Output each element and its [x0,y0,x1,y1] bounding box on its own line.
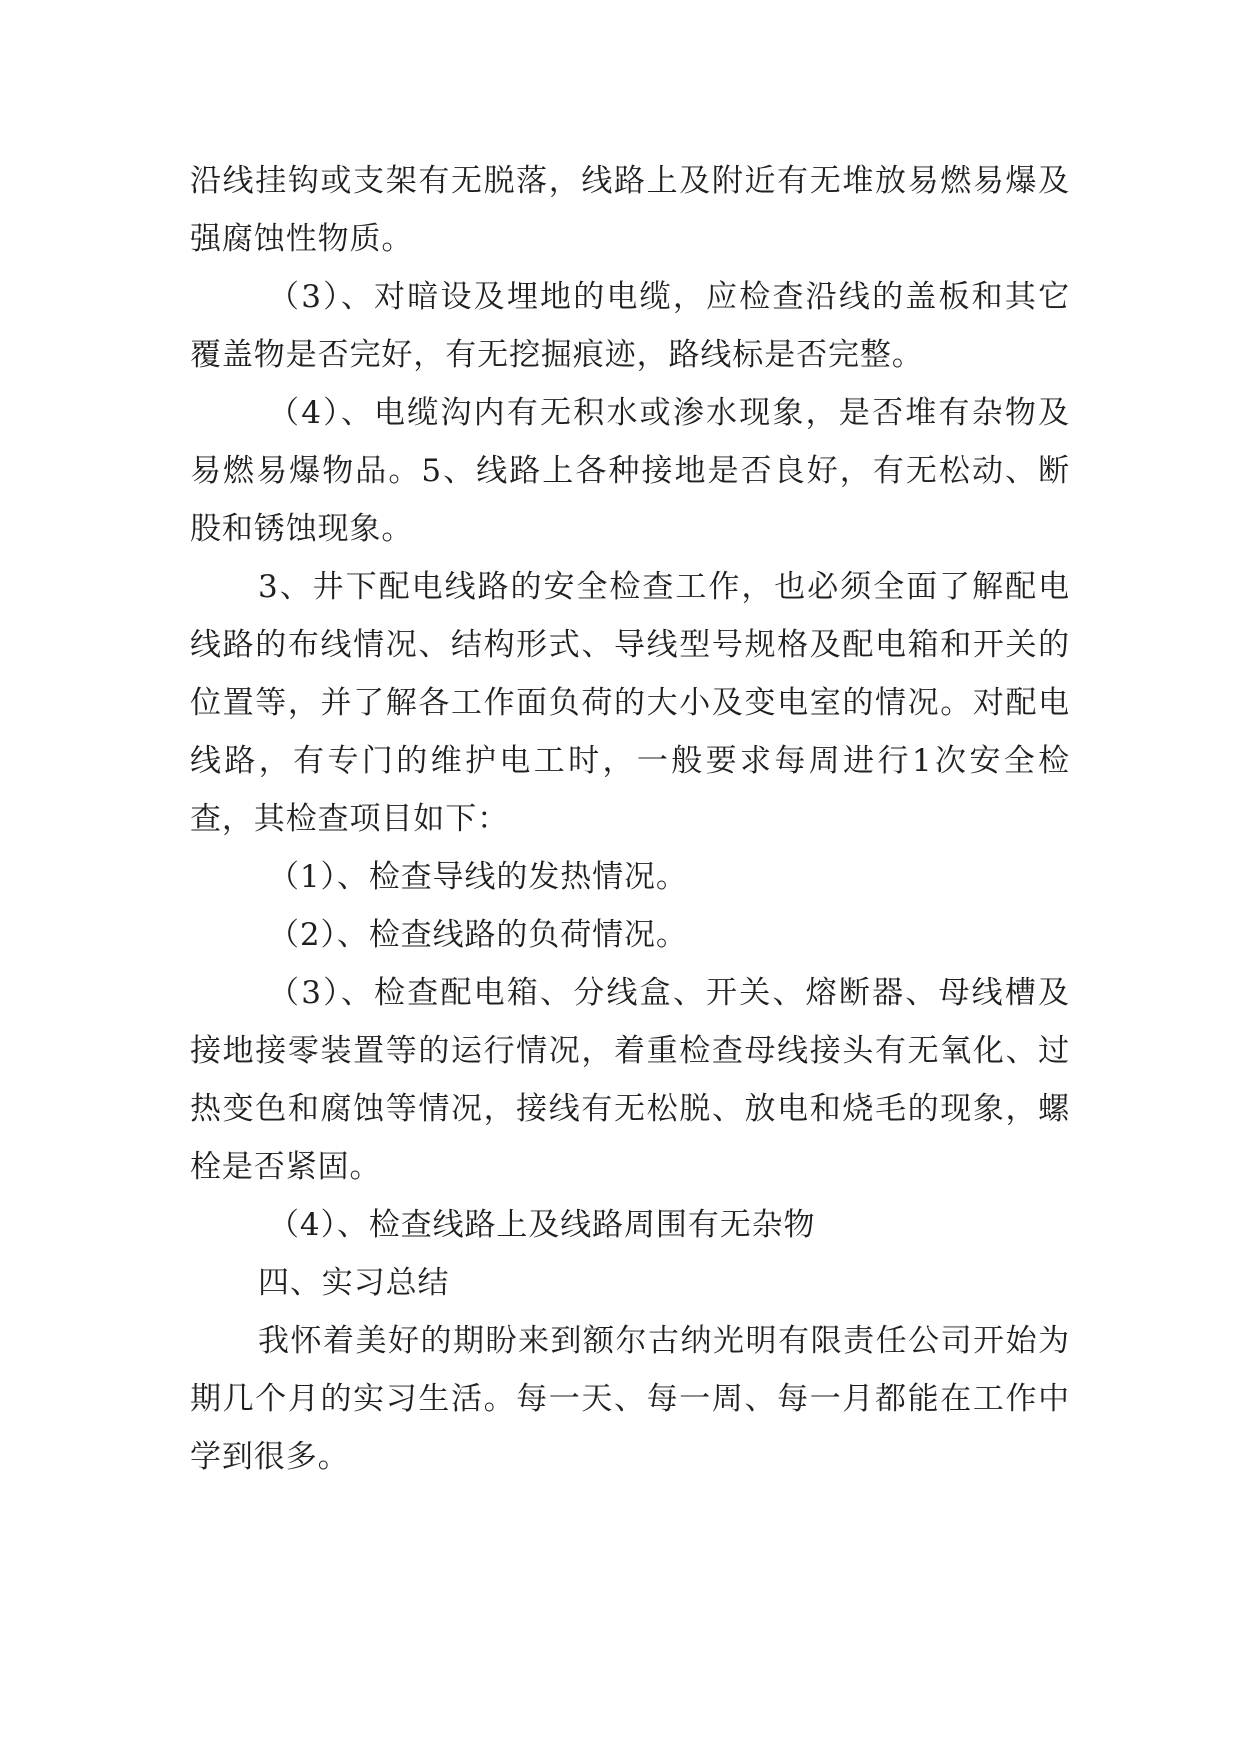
paragraph-item-4-cable-trench: （4）、电缆沟内有无积水或渗水现象，是否堆有杂物及易燃易爆物品。5、线路上各种接地是否良好，有无松动、断股和锈蚀现象。 [190,395,1070,547]
section-heading-summary: 四、实习总结 [258,1265,450,1301]
paragraph-check-3: （3）、检查配电箱、分线盒、开关、熔断器、母线槽及接地接零装置等的运行情况，着重检查母线接头有无氧化、过热变色和腐蚀等情况，接线有无松脱、放电和烧毛的现象，螺栓是否紧固。 [190,975,1070,1185]
paragraph-summary: 我怀着美好的期盼来到额尔古纳光明有限责任公司开始为期几个月的实习生活。每一天、每一周、每一月都能在工作中学到很多。 [190,1323,1070,1475]
paragraph-check-4: （4）、检查线路上及线路周围有无杂物 [268,1207,816,1243]
paragraph-continuation: 沿线挂钩或支架有无脱落，线路上及附近有无堆放易燃易爆及强腐蚀性物质。 [190,163,1070,257]
document-body [190,152,1070,1486]
paragraph-check-1: （1）、检查导线的发热情况。 [268,859,688,895]
paragraph-section-3: 3、井下配电线路的安全检查工作，也必须全面了解配电线路的布线情况、结构形式、导线型号规格及配电箱和开关的位置等，并了解各工作面负荷的大小及变电室的情况。对配电线路，有专门的维护电工时，一般要求每周进行1次安全检查，其检查项目如下： [190,569,1070,837]
paragraph-check-2: （2）、检查线路的负荷情况。 [268,917,688,953]
paragraph-item-3-cable: （3）、对暗设及埋地的电缆，应检查沿线的盖板和其它覆盖物是否完好，有无挖掘痕迹，路线标是否完整。 [190,279,1070,373]
